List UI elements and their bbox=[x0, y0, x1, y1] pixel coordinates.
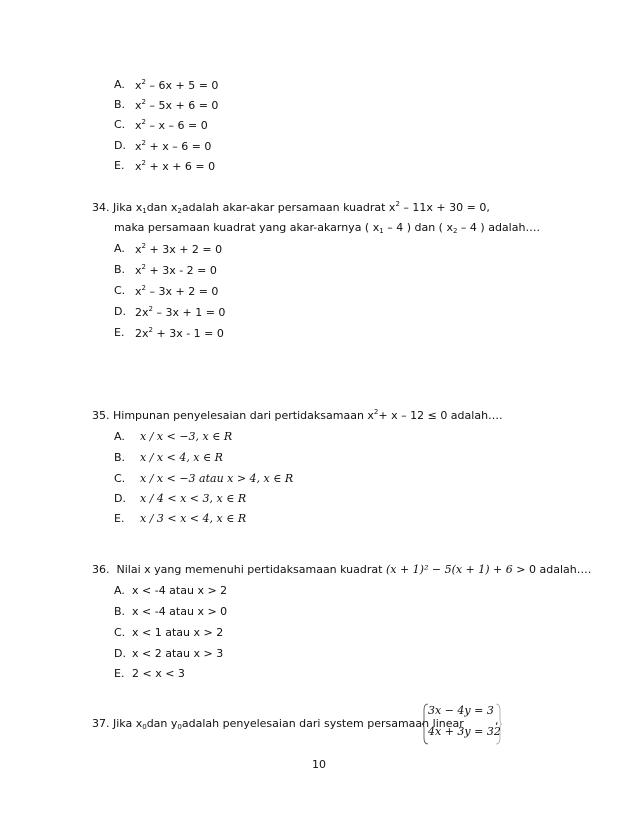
q36-expression: (x + 1)² − 5(x + 1) + 6 bbox=[385, 563, 513, 576]
page-number: 10 bbox=[312, 758, 326, 771]
q37-equation-1: 3x − 4y = 3 bbox=[428, 704, 494, 717]
q34-stem-line2: maka persamaan kuadrat yang akar-akarnya ( $x_1 - 4$ ) dan ( $x_2 - 4$ ) adalah…. bbox=[114, 221, 540, 235]
q35-stem: 35. Himpunan penyelesaian dari pertidaksamaan $x^2+ x - 12 \le 0$ adalah…. bbox=[92, 408, 503, 422]
q37-trailing-comma: , bbox=[495, 714, 499, 727]
q36-stem: 36. Nilai x yang memenuhi pertidaksamaan kuadrat (x + 1)² − 5(x + 1) + 6 > 0 adalah…. bbox=[92, 563, 592, 576]
q37-equation-2: 4x + 3y = 32 bbox=[428, 725, 501, 738]
q37-stem: 37. Jika $x_0dan$ $y_0adalah$ penyelesaian dari system persamaan linear bbox=[92, 717, 464, 731]
q34-stem-line1: 34. Jika $x_1dan$ $x_2adalah$ akar-akar persamaan kuadrat $x^2 - 11x + 30 = 0$, bbox=[92, 200, 490, 215]
